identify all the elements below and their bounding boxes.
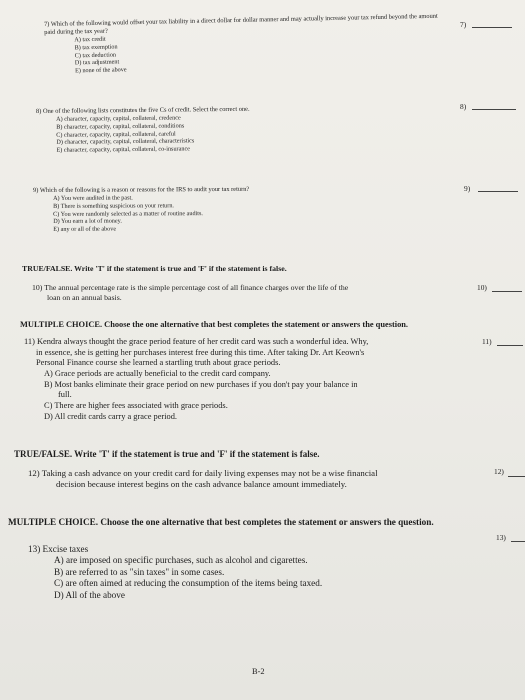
question-7-option-b: B) tax exemption (74, 43, 118, 52)
question-10-number: 10) (32, 283, 43, 292)
question-11-option-b: B) Most banks eliminate their grace period on new purchases if you don't pay your balance in (44, 379, 358, 389)
answer-line-13[interactable] (511, 541, 525, 542)
question-7-option-a: A) tax credit (74, 35, 106, 44)
answer-label-8: 8) (460, 102, 467, 111)
question-12 (28, 468, 488, 490)
question-8 (36, 104, 436, 155)
question-11-text-line1: Kendra always thought the grace period feature of her credit card was such a wonderful idea. Why, (36, 337, 369, 346)
question-12-number: 12) (28, 468, 40, 478)
question-13-number: 13) (28, 544, 41, 554)
question-8-option-b: B) character, capacity, capital, collateral, conditions (56, 122, 185, 131)
question-13-option-a: A) are imposed on specific purchases, such as alcohol and cigarettes. (54, 555, 308, 566)
question-9-option-b: B) There is something suspicious on your return. (53, 202, 174, 210)
answer-line-8[interactable] (472, 109, 516, 110)
question-12-stem (28, 468, 488, 479)
question-8-option-d: D) character, capacity, capital, collateral, characteristics (56, 137, 195, 147)
question-7 (44, 13, 445, 76)
answer-label-9: 9) (464, 184, 471, 193)
question-10-text-line1: The annual percentage rate is the simple percentage cost of all finance charges over the life of the (44, 283, 349, 292)
question-10-text-line2: loan on an annual basis. (47, 293, 122, 302)
answer-line-10[interactable] (492, 291, 522, 292)
answer-label-7: 7) (460, 20, 467, 29)
question-13-stem (28, 544, 478, 555)
question-8-option-a: A) character, capacity, capital, collateral, credence (56, 114, 181, 123)
section-true-false-2: TRUE/FALSE. Write 'T' if the statement is true and 'F' if the statement is false. (14, 449, 320, 459)
answer-label-10: 10) (477, 283, 487, 292)
question-7-number: 7) (44, 20, 50, 28)
question-11-option-b-cont: full. (58, 390, 72, 400)
question-7-option-c: C) tax deduction (74, 51, 117, 59)
question-7-option-e: E) none of the above (74, 66, 127, 75)
answer-label-11: 11) (482, 337, 492, 346)
question-7-option-d: D) tax adjustment (74, 58, 120, 67)
section-multiple-choice-2: MULTIPLE CHOICE. Choose the one alternative that best completes the statement or answers the question. (8, 517, 434, 527)
answer-line-9[interactable] (478, 191, 518, 192)
question-10-stem (32, 283, 472, 293)
question-13-option-d: D) All of the above (54, 589, 125, 600)
question-9-option-c: C) You were randomly selected as a matter of routine audits. (53, 209, 204, 218)
page-number: B-2 (252, 667, 265, 676)
question-8-option-e: E) character, capacity, capital, collateral, co-insurance (56, 145, 190, 154)
question-11-text-line2: in essence, she is getting her purchases interest free during this time. After taking Dr. Art Keown's (36, 347, 365, 357)
answer-line-7[interactable] (472, 27, 512, 28)
section-true-false-1: TRUE/FALSE. Write 'T' if the statement is true and 'F' if the statement is false. (22, 264, 287, 273)
question-13 (28, 544, 478, 602)
answer-line-11[interactable] (497, 345, 523, 346)
question-11-text-line3: Personal Finance course she learned a startling truth about grace periods. (36, 358, 281, 368)
question-9-option-a: A) You were audited in the past. (53, 194, 133, 202)
question-13-option-c: C) are often aimed at reducing the consumption of the items being taxed. (54, 578, 323, 589)
question-12-text-line2: decision because interest begins on the cash advance balance amount immediately. (56, 479, 347, 489)
question-10 (32, 283, 472, 303)
question-9-option-d: D) You earn a lot of money. (53, 217, 122, 226)
question-11-option-d: D) All credit cards carry a grace period. (44, 411, 178, 421)
question-11-number: 11) (24, 337, 35, 346)
question-9 (33, 185, 433, 234)
answer-label-12: 12) (494, 467, 504, 476)
question-13-text: Excise taxes (42, 544, 89, 554)
question-7-text: Which of the following would offset your tax liability in a direct dollar for dollar manner and may actually increase your tax refund beyond the amount paid during the tax year? (44, 12, 438, 36)
question-13-option-b: B) are referred to as "sin taxes" in some cases. (54, 566, 225, 577)
question-9-option-e: E) any or all of the above (53, 225, 117, 234)
question-8-text: One of the following lists constitutes the five Cs of credit. Select the correct one. (42, 105, 250, 115)
question-8-option-c: C) character, capacity, capital, collateral, careful (56, 130, 176, 139)
question-11-option-c: C) There are higher fees associated with grace periods. (44, 401, 228, 411)
question-9-text: Which of the following is a reason or reasons for the IRS to audit your tax return? (39, 185, 250, 194)
question-9-number: 9) (33, 186, 39, 194)
question-11-option-a: A) Grace periods are actually beneficial to the credit card company. (44, 368, 271, 378)
section-multiple-choice-1: MULTIPLE CHOICE. Choose the one alternative that best completes the statement or answers the question. (20, 320, 409, 329)
answer-label-13: 13) (496, 533, 506, 542)
question-11 (24, 337, 474, 423)
question-12-text-line1: Taking a cash advance on your credit card for daily living expenses may not be a wise financial (41, 468, 378, 478)
question-8-number: 8) (36, 107, 42, 115)
question-11-stem (24, 337, 474, 348)
answer-line-12[interactable] (508, 476, 525, 477)
